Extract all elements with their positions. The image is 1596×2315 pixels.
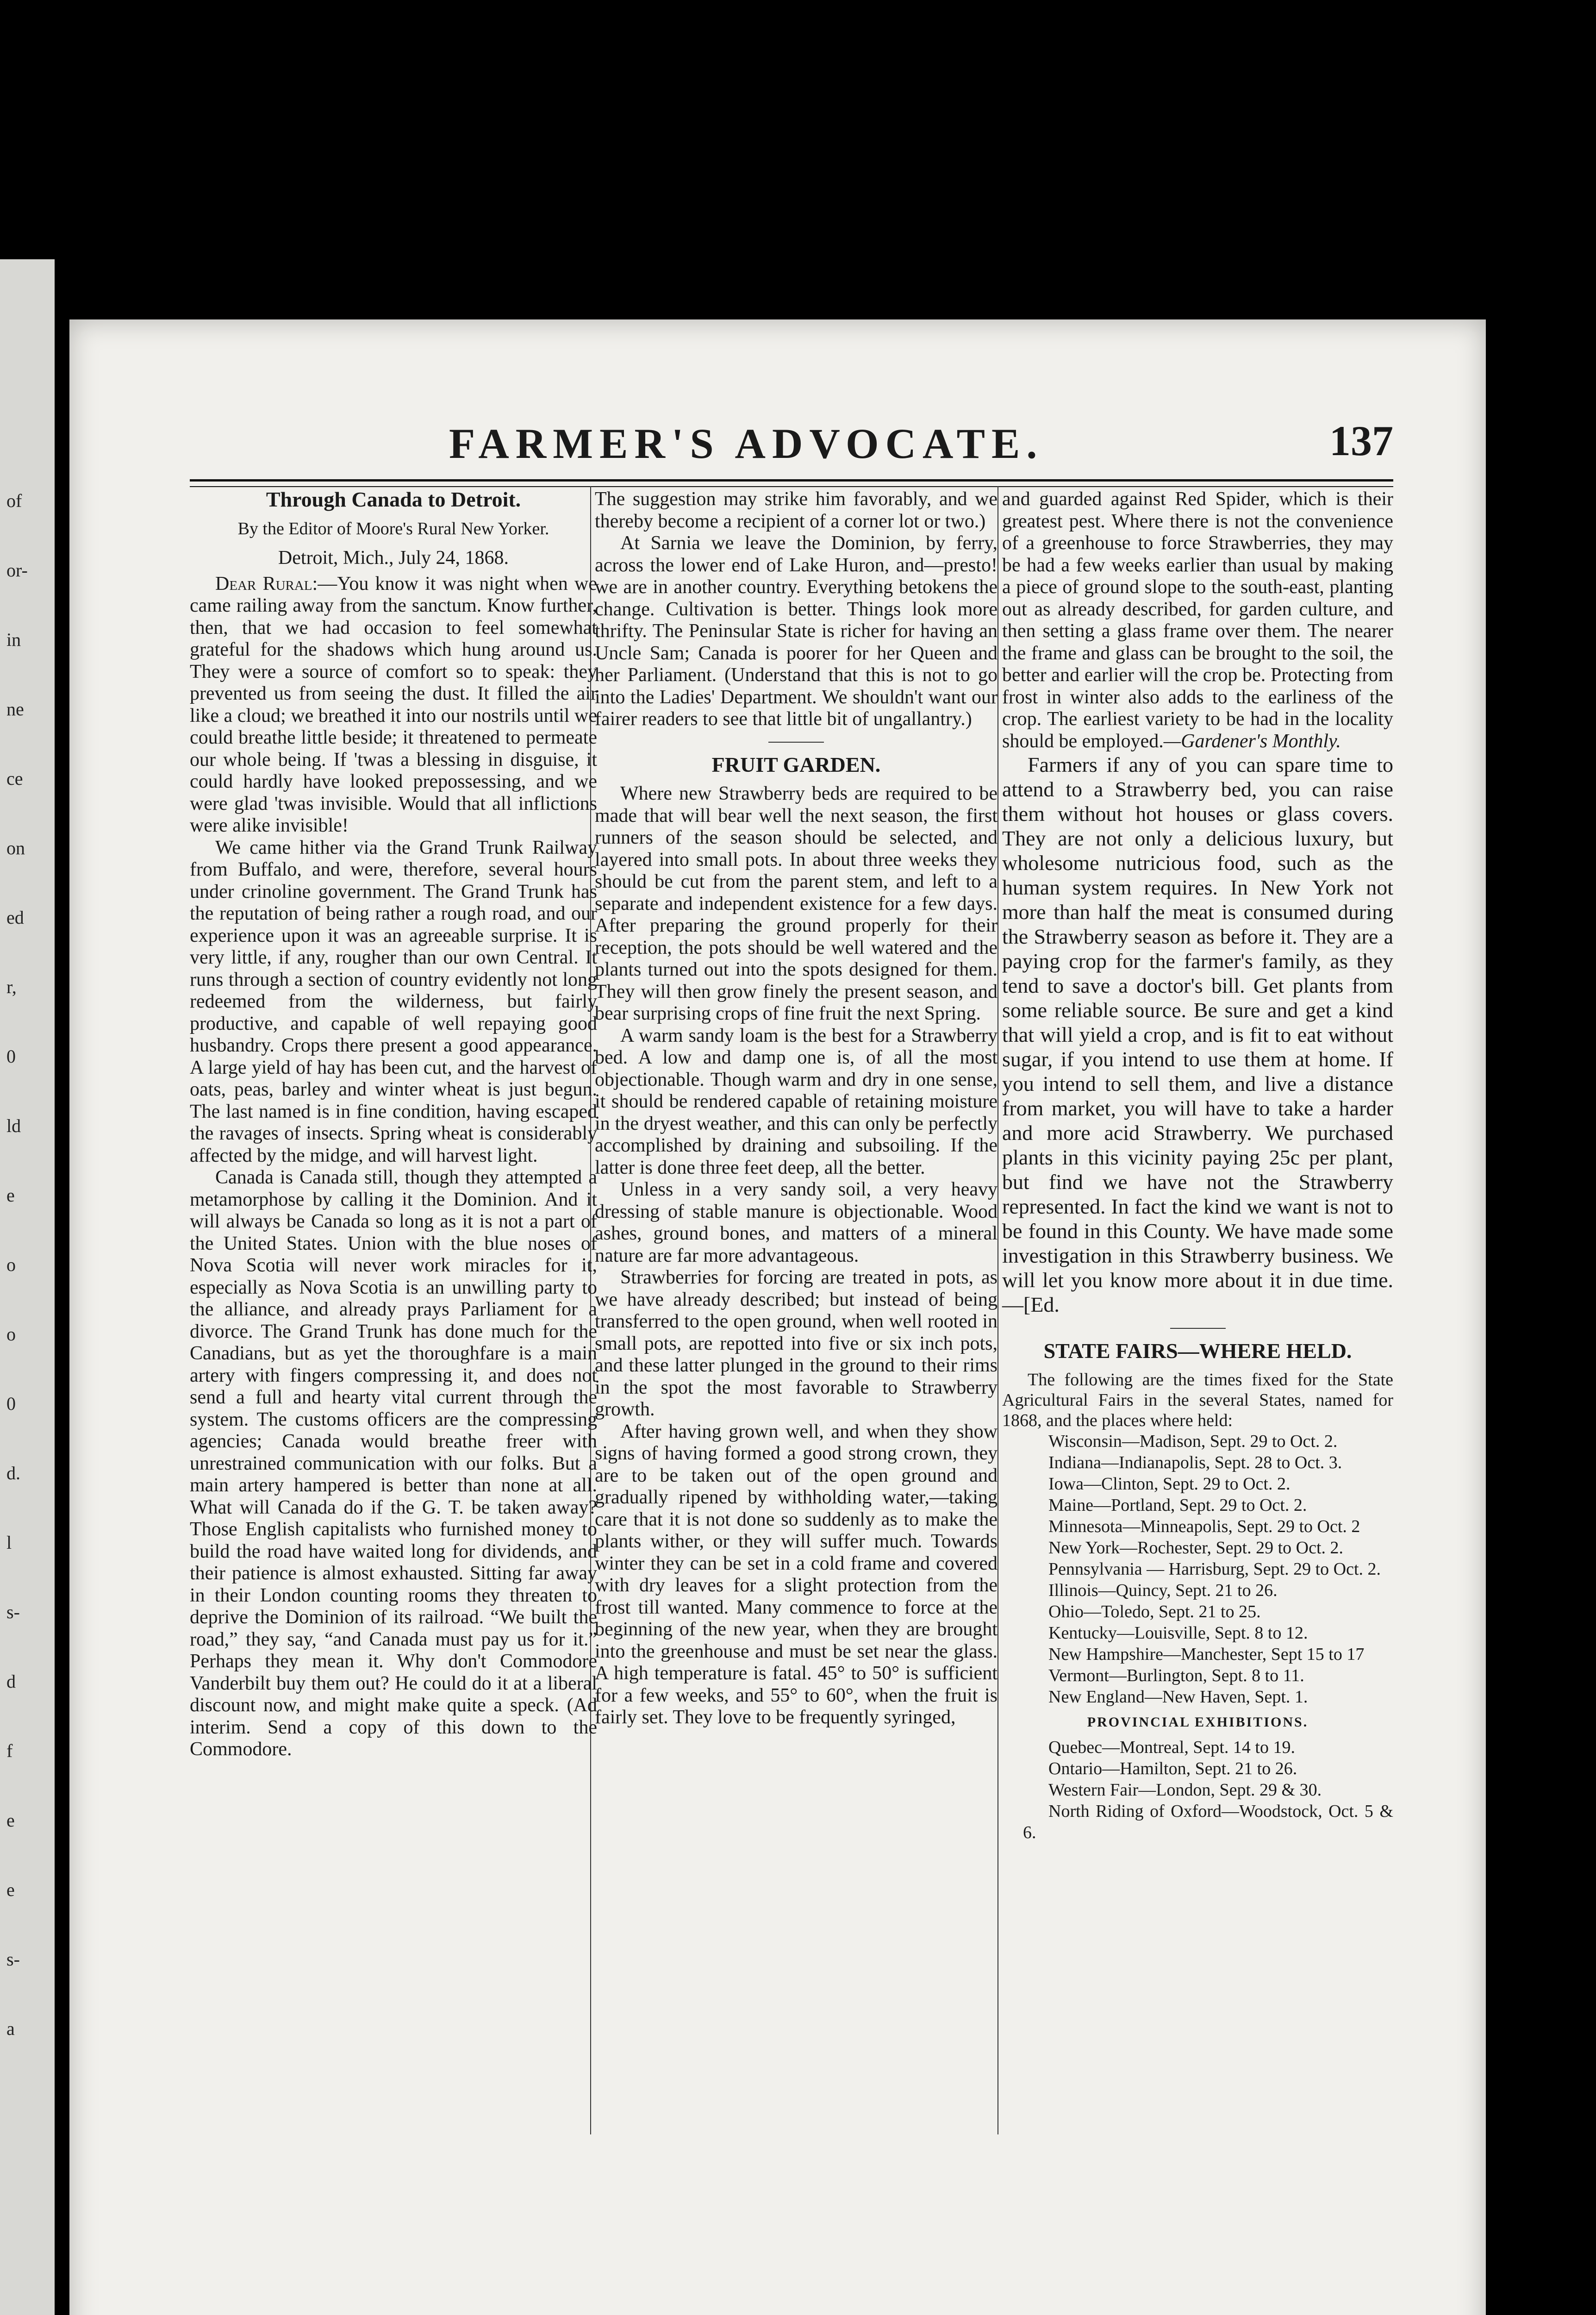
article-dateline: Detroit, Mich., July 24, 1868. xyxy=(278,547,509,569)
paragraph: Dear Rural:—You know it was night when we came railing away from the sanctum. Know further, then, that we had occasion to feel somewhat grateful for the shadows which hung around us. They were a source of comfort so to speak: they prevented us from seeing the dust. It filled the air like a cloud; we breathed it into our nostrils until we could breathe little beside; it threatened to permeate our whole being. If 'twas a blessing in disguise, it could hardly have looked prepossessing, and we were glad 'twas invisible. Would that all inflictions were alike invisible! xyxy=(190,573,597,836)
sliver-text: s- xyxy=(6,1949,20,1970)
paragraph: A warm sandy loam is the best for a Strawberry bed. A low and damp one is, of all the most objectionable. Though warm and dry in one sense, it should be rendered capable of retaining moisture in the dryest weather, and this can only be perfectly accomplished by draining and subsoiling. If the latter is done three feet deep, all the better. xyxy=(595,1025,998,1178)
source-credit: —Gardener's Monthly. xyxy=(1163,730,1341,752)
sliver-text: e xyxy=(6,1879,15,1900)
article-heading: Through Canada to Detroit. xyxy=(266,488,521,511)
divider xyxy=(768,742,824,743)
paragraph: At Sarnia we leave the Dominion, by ferry, across the lower end of Lake Huron, and—presto! we are in another country. Everything betokens the change. Cultivation is better. Things look more thrifty. The Peninsular State is richer for having an Uncle Sam; Canada is poorer for her Queen and her Parliament. (Understand that this is not to go into the Ladies' Department. We shouldn't want our fairer readers to see that little bit of ungallantry.) xyxy=(595,532,998,730)
sliver-text: r, xyxy=(6,976,17,997)
column-3 xyxy=(1002,488,1393,1843)
paragraph: Strawberries for forcing are treated in pots, as we have already described; but instead of being transferred to the open ground, when well rooted in small pots, are repotted into five or six inch pots, and these latter plunged in the ground to their rims in the spot the most favorable to Strawberry growth. xyxy=(595,1267,998,1420)
section-heading: FRUIT GARDEN. xyxy=(711,752,881,776)
paragraph: After having grown well, and when they show signs of having formed a good strong crown, they are to be taken out of the open ground and gradually ripened by withholding water,—taking care that it is not done so suddenly as to make the plants wither, or they will suffer much. Towards winter they can be set in a cold frame and covered with dry leaves for a slight protection from the frost till wanted. Many commence to force at the beginning of the new year, when they are brought into the greenhouse and must be set near the glass. A high temperature is fatal. 45° to 50° is sufficient for a few weeks, and 55° to 60°, when the fruit is fairly set. They love to be frequently syringed, xyxy=(595,1420,998,1728)
subsection-heading: PROVINCIAL EXHIBITIONS. xyxy=(1087,1714,1309,1730)
fair-entry: Illinois—Quincy, Sept. 21 to 26. xyxy=(1048,1580,1278,1600)
section-heading: STATE FAIRS—WHERE HELD. xyxy=(1043,1339,1352,1363)
sliver-text: of xyxy=(6,490,22,511)
provincial-entry: North Riding of Oxford—Woodstock, Oct. 5 & 6. xyxy=(1023,1802,1393,1842)
masthead-rule xyxy=(190,479,1393,487)
fair-entry: Pennsylvania — Harrisburg, Sept. 29 to Oct. 2. xyxy=(1048,1559,1381,1579)
sliver-text: o xyxy=(6,1324,16,1345)
sliver-text: or- xyxy=(6,560,28,581)
column-1 xyxy=(190,488,597,1761)
fair-entry: Minnesota—Minneapolis, Sept. 29 to Oct. 2 xyxy=(1048,1516,1360,1536)
sliver-text: e xyxy=(6,1185,15,1206)
fair-entry: Wisconsin—Madison, Sept. 29 to Oct. 2. xyxy=(1048,1431,1338,1451)
fair-entry: Iowa—Clinton, Sept. 29 to Oct. 2. xyxy=(1048,1474,1291,1494)
editor-note: Farmers if any of you can spare time to attend to a Strawberry bed, you can raise them without hot houses or glass covers. They are not only a delicious luxury, but wholesome nutricious food, such as the human system requires. In New York not more than half the meat is consumed during the Strawberry season as before it. They are a paying crop for the farmer's family, as they tend to save a doctor's bill. Get plants from some reliable source. Be sure and get a kind that will yield a crop, and is fit to eat without sugar, if you intend to use them at home. If you intend to sell them, and live a distance from market, you will have to take a harder and more acid Strawberry. We purchased plants in this vicinity paying 25c per plant, but find we have not the Strawberry represented. In fact the kind we want is not to be found in this County. We have made some investigation in this Strawberry business. We will let you know more about it in due time.—[Ed. xyxy=(1002,753,1393,1316)
sliver-text: ed xyxy=(6,907,24,928)
article-byline: By the Editor of Moore's Rural New Yorker. xyxy=(237,519,549,538)
masthead xyxy=(190,414,1393,470)
fairs-list xyxy=(1002,1431,1393,1708)
sliver-text: 0 xyxy=(6,1046,16,1067)
page-number: 137 xyxy=(1329,417,1393,464)
sliver-text: d. xyxy=(6,1463,20,1483)
sliver-text: ld xyxy=(6,1115,21,1136)
masthead-title: FARMER'S ADVOCATE. xyxy=(449,420,1044,467)
provincial-entry: Ontario—Hamilton, Sept. 21 to 26. xyxy=(1048,1759,1297,1778)
fair-entry: New York—Rochester, Sept. 29 to Oct. 2. xyxy=(1048,1538,1344,1558)
fair-entry: Kentucky—Louisville, Sept. 8 to 12. xyxy=(1048,1623,1308,1643)
paragraph: Where new Strawberry beds are required to be made that will bear well the next season, the first runners of the season should be selected, and layered into small pots. In about three weeks they should be cut from the parent stem, and left to a separate and independent existence for a few days. After preparing the ground properly for their reception, the pots should be well watered and the plants turned out into the spots designed for them. They will then grow finely the present season, and bear surprising crops of fine fruit the next Spring. xyxy=(595,783,998,1024)
provincial-list xyxy=(1002,1737,1393,1843)
fair-entry: Ohio—Toledo, Sept. 21 to 25. xyxy=(1048,1602,1261,1621)
fair-entry: New Hampshire—Manchester, Sept 15 to 17 xyxy=(1048,1644,1365,1664)
sliver-text: d xyxy=(6,1671,16,1692)
sliver-text: ce xyxy=(6,768,23,789)
fair-entry: New England—New Haven, Sept. 1. xyxy=(1048,1687,1308,1707)
fair-entry: Maine—Portland, Sept. 29 to Oct. 2. xyxy=(1048,1495,1307,1515)
sliver-text: o xyxy=(6,1254,16,1275)
sliver-text: e xyxy=(6,1810,15,1831)
divider xyxy=(1170,1328,1226,1329)
salutation: Dear Rural xyxy=(215,573,312,594)
left-page-edge xyxy=(0,259,55,2315)
sliver-text: f xyxy=(6,1740,13,1761)
paragraph: Unless in a very sandy soil, a very heavy dressing of stable manure is objectionable. Wood ashes, ground bones, and matters of a mineral nature are far more advantageous. xyxy=(595,1179,998,1266)
sliver-text: s- xyxy=(6,1602,20,1622)
sliver-text: on xyxy=(6,838,25,858)
sliver-text: ne xyxy=(6,699,24,720)
paragraph: and guarded against Red Spider, which is their greatest pest. Where there is not the convenience of a greenhouse to force Strawberries, they may be had a few weeks earlier than usual by making a piece of ground slope to the south-east, planting out as already described, for garden culture, and then setting a glass frame over them. The nearer the frame and glass can be brought to the soil, the better and earlier will the crop be. Protecting from frost in winter also adds to the earliness of the crop. The earliest variety to be had in the locality should be employed.—Gardener's Monthly. xyxy=(1002,488,1393,752)
fair-entry: Vermont—Burlington, Sept. 8 to 11. xyxy=(1048,1665,1304,1685)
column-2 xyxy=(595,488,998,1729)
provincial-entry: Quebec—Montreal, Sept. 14 to 19. xyxy=(1048,1738,1295,1757)
sliver-text: in xyxy=(6,629,21,650)
paragraph: The suggestion may strike him favorably, and we thereby become a recipient of a corner lot or two.) xyxy=(595,488,998,532)
paragraph: The following are the times fixed for the State Agricultural Fairs in the several States, named for 1868, and the places where held: xyxy=(1002,1370,1393,1430)
sliver-text: l xyxy=(6,1532,12,1553)
sliver-text: a xyxy=(6,2018,15,2039)
fair-entry: Indiana—Indianapolis, Sept. 28 to Oct. 3. xyxy=(1048,1452,1342,1472)
provincial-entry: Western Fair—London, Sept. 29 & 30. xyxy=(1048,1780,1322,1800)
paragraph: We came hither via the Grand Trunk Railway from Buffalo, and were, therefore, several hours under crinoline government. The Grand Trunk has the reputation of being rather a rough road, and our experience upon it was an agreeable surprise. It is very little, if any, rougher than our own Central. It runs through a section of country evidently not long redeemed from the wilderness, but fairly productive, and capable of well repaying good husbandry. Crops there present a good appearance. A large yield of hay has been cut, and the harvest of oats, peas, barley and winter wheat is just begun. The last named is in fine condition, having escaped the ravages of insects. Spring wheat is considerably affected by the midge, and will harvest light. xyxy=(190,837,597,1166)
sliver-text: 0 xyxy=(6,1393,16,1414)
paragraph: Canada is Canada still, though they attempted a metamorphose by calling it the Dominion. And it will always be Canada so long as it is not a part of the United States. Union with the blue noses of Nova Scotia will never work miracles for it, especially as Nova Scotia is an unwilling party to the alliance, and already prays Parliament for a divorce. The Grand Trunk has done much for the Canadians, but as yet the thoroughfare is a main artery with fingers compressing it, and does not send a full and hearty vital current through the system. The customs officers are the compressing agencies; Canada would breathe freer with unrestrained communication with our folks. But a main artery hampered is better than none at all. What will Canada do if the G. T. be taken away? Those English capitalists who furnished money to build the road have waited long for dividends, and their patience is almost exhausted. Sitting far away in their London counting rooms they threaten to deprive the Dominion of its railroad. “We built the road,” they say, “and Canada must pay us for it.” Perhaps they mean it. Why don't Commodore Vanderbilt buy them out? He could do it at a liberal discount now, and might make quite a speck. (Ad interim. Send a copy of this down to the Commodore. xyxy=(190,1167,597,1760)
